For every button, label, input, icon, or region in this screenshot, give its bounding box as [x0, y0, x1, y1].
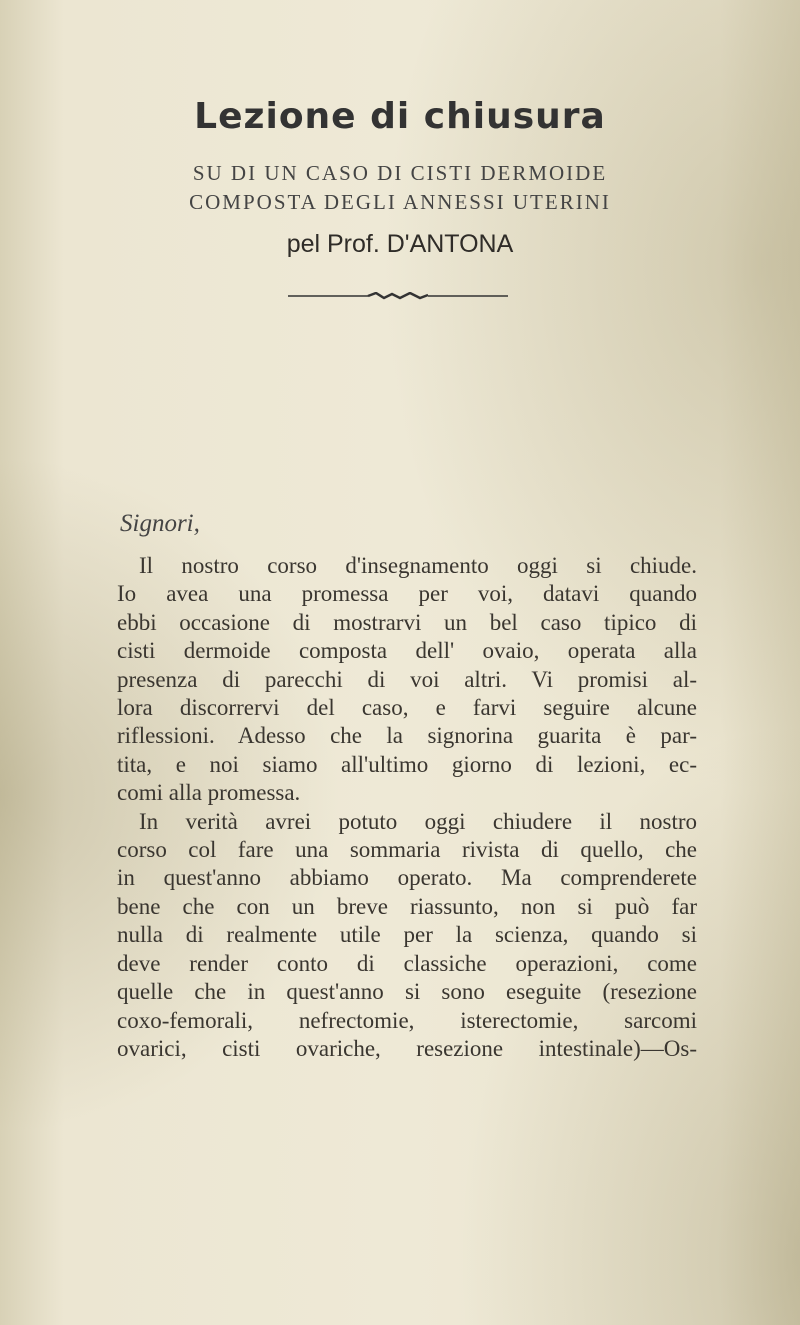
paragraph-1-line: Io avea una promessa per voi, datavi quando: [117, 581, 697, 607]
subtitle-line-1: SU DI UN CASO DI CISTI DERMOIDE: [192, 161, 608, 185]
subtitle-line-2: COMPOSTA DEGLI ANNESSI UTERINI: [189, 190, 611, 214]
paragraph-2-line: deve render conto di classiche operazioni, come: [117, 950, 697, 976]
paragraph-2-line: ovarici, cisti ovariche, resezione intestinale)—Os-: [117, 1035, 697, 1061]
paragraph-1-line: Il nostro corso d'insegnamento oggi si chiude.: [139, 553, 697, 578]
paragraph-1-line: presenza di parecchi di voi altri. Vi promisi al-: [117, 666, 697, 692]
paragraph-1-line: ebbi occasione di mostrarvi un bel caso tipico di: [117, 609, 697, 635]
paragraph-1-line: riflessioni. Adesso che la signorina guarita è par-: [117, 723, 697, 749]
paragraph-2-line: quelle che in quest'anno si sono eseguite (resezione: [117, 979, 697, 1005]
paragraph-2-line: nulla di realmente utile per la scienza, quando si: [117, 922, 697, 948]
paragraph-1-line: lora discorrervi del caso, e farvi seguire alcune: [117, 695, 697, 721]
paragraph-2-line: coxo-femorali, nefrectomie, isterectomie, sarcomi: [117, 1007, 697, 1033]
body-text: [117, 552, 697, 1063]
paragraph-1-line: comi alla promessa.: [117, 780, 301, 806]
paragraph-2-line: corso col fare una sommaria rivista di quello, che: [117, 837, 697, 863]
ornament-divider: [288, 292, 508, 300]
author-line: pel Prof. D'ANTONA: [286, 230, 514, 258]
lecture-title: Lezione di chiusura: [194, 96, 606, 137]
paragraph-2-line: in quest'anno abbiamo operato. Ma comprenderete: [117, 865, 697, 891]
paragraph-1-line: tita, e noi siamo all'ultimo giorno di lezioni, ec-: [117, 751, 697, 777]
paragraph-2-line: In verità avrei potuto oggi chiudere il nostro: [139, 808, 697, 834]
paragraph-2-line: bene che con un breve riassunto, non si può far: [117, 893, 697, 919]
paragraph-1-line: cisti dermoide composta dell' ovaio, operata alla: [117, 638, 697, 664]
salutation: Signori,: [120, 510, 200, 537]
